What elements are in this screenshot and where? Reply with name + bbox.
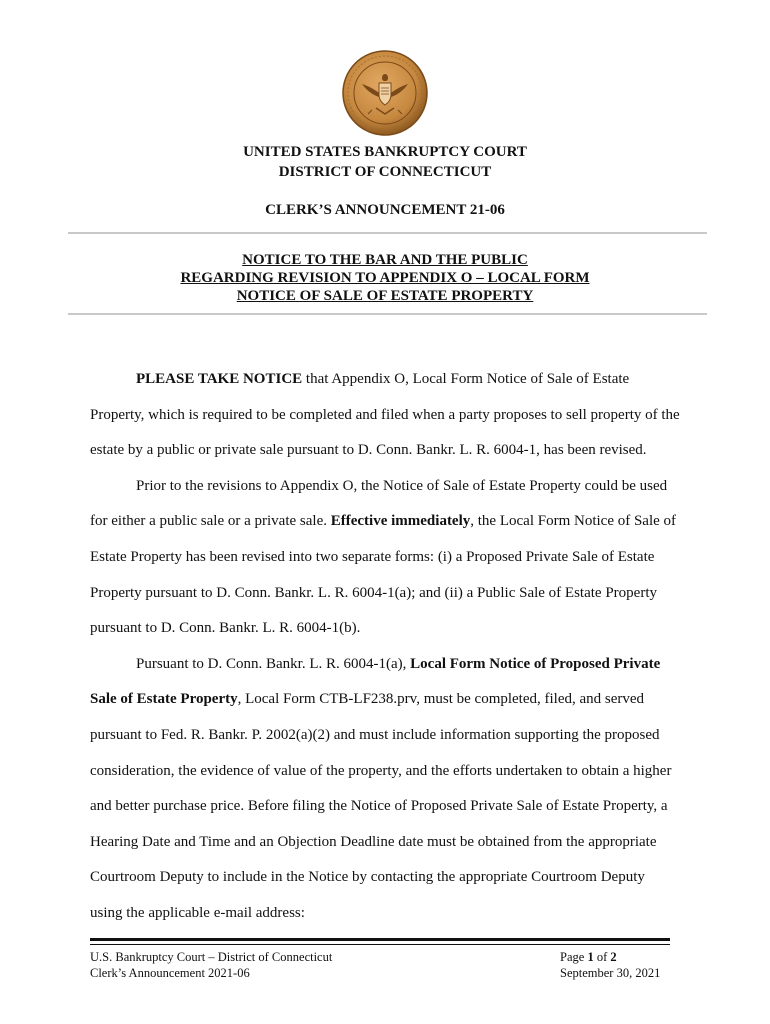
please-take-notice: PLEASE TAKE NOTICE	[136, 371, 303, 387]
effective-immediately: Effective immediately	[330, 513, 471, 530]
paragraph-2	[90, 469, 680, 647]
local-form-name: Local Form Notice of Proposed Private Sale of Estate Property	[90, 655, 661, 708]
page-of: of	[593, 950, 611, 964]
paragraph-1-text: that Appendix O, Local Form Notice of Sale of Estate Property, which is required to be completed and filed when a party proposes to sell property of the estate by a public or private sale pursuant to D. Conn. Bankr. L. R. 6004-1, has been revised.	[90, 371, 680, 459]
footer-announcement: Clerk’s Announcement 2021-06	[90, 966, 250, 980]
footer-date: September 30, 2021	[560, 966, 661, 980]
footer-left	[90, 949, 332, 981]
notice-title-line2: REGARDING REVISION TO APPENDIX O – LOCAL FORM	[180, 270, 590, 286]
announcement-number: CLERK’S ANNOUNCEMENT 21-06	[265, 202, 505, 218]
footer-divider-thick	[90, 938, 670, 941]
paragraph-3-text-b: , Local Form CTB-LF238.prv, must be completed, filed, and served pursuant to Fed. R. Bankr. P. 2002(a)(2) and must include information supporting the proposed consideration, the evidence of value of the property, and the efforts undertaken to obtain a higher and better purchase price. Before filing the Notice of Proposed Private Sale of Estate Property, a Hearing Date and Time and an Objection Deadline date must be obtained from the appropriate Courtroom Deputy to include in the Notice by contacting the appropriate Courtroom Deputy using the applicable e-mail address:	[90, 691, 672, 921]
court-name: UNITED STATES BANKRUPTCY COURT	[243, 144, 527, 160]
district-name: DISTRICT OF CONNECTICUT	[278, 164, 492, 180]
footer-right	[560, 949, 660, 981]
notice-title-line1: NOTICE TO THE BAR AND THE PUBLIC	[242, 252, 528, 268]
header-divider	[68, 232, 707, 234]
title-divider	[68, 313, 707, 315]
document-body	[90, 362, 680, 932]
page-prefix: Page	[560, 950, 588, 964]
court-seal-icon	[342, 50, 428, 136]
footer-court: U.S. Bankruptcy Court – District of Connecticut	[90, 950, 333, 964]
page-current: 1	[587, 950, 594, 964]
page-total: 2	[610, 950, 617, 964]
paragraph-3	[90, 647, 680, 932]
paragraph-3-text-a: Pursuant to D. Conn. Bankr. L. R. 6004-1(a),	[136, 655, 411, 672]
notice-title-line3: NOTICE OF SALE OF ESTATE PROPERTY	[236, 288, 534, 304]
paragraph-2-text-b: , the Local Form Notice of Sale of Estate Property has been revised into two separate forms: (i) a Proposed Private Sale of Estate Property pursuant to D. Conn. Bankr. L. R. 6004-1(a); and (ii) a Public Sale of Estate Property pursuant to D. Conn. Bankr. L. R. 6004-1(b).	[90, 513, 677, 637]
page-number	[560, 949, 660, 965]
paragraph-1	[90, 362, 680, 469]
footer-divider-thin	[90, 944, 670, 945]
paragraph-2-text-a: Prior to the revisions to Appendix O, the Notice of Sale of Estate Property could be used for either a public sale or a private sale.	[90, 477, 668, 530]
